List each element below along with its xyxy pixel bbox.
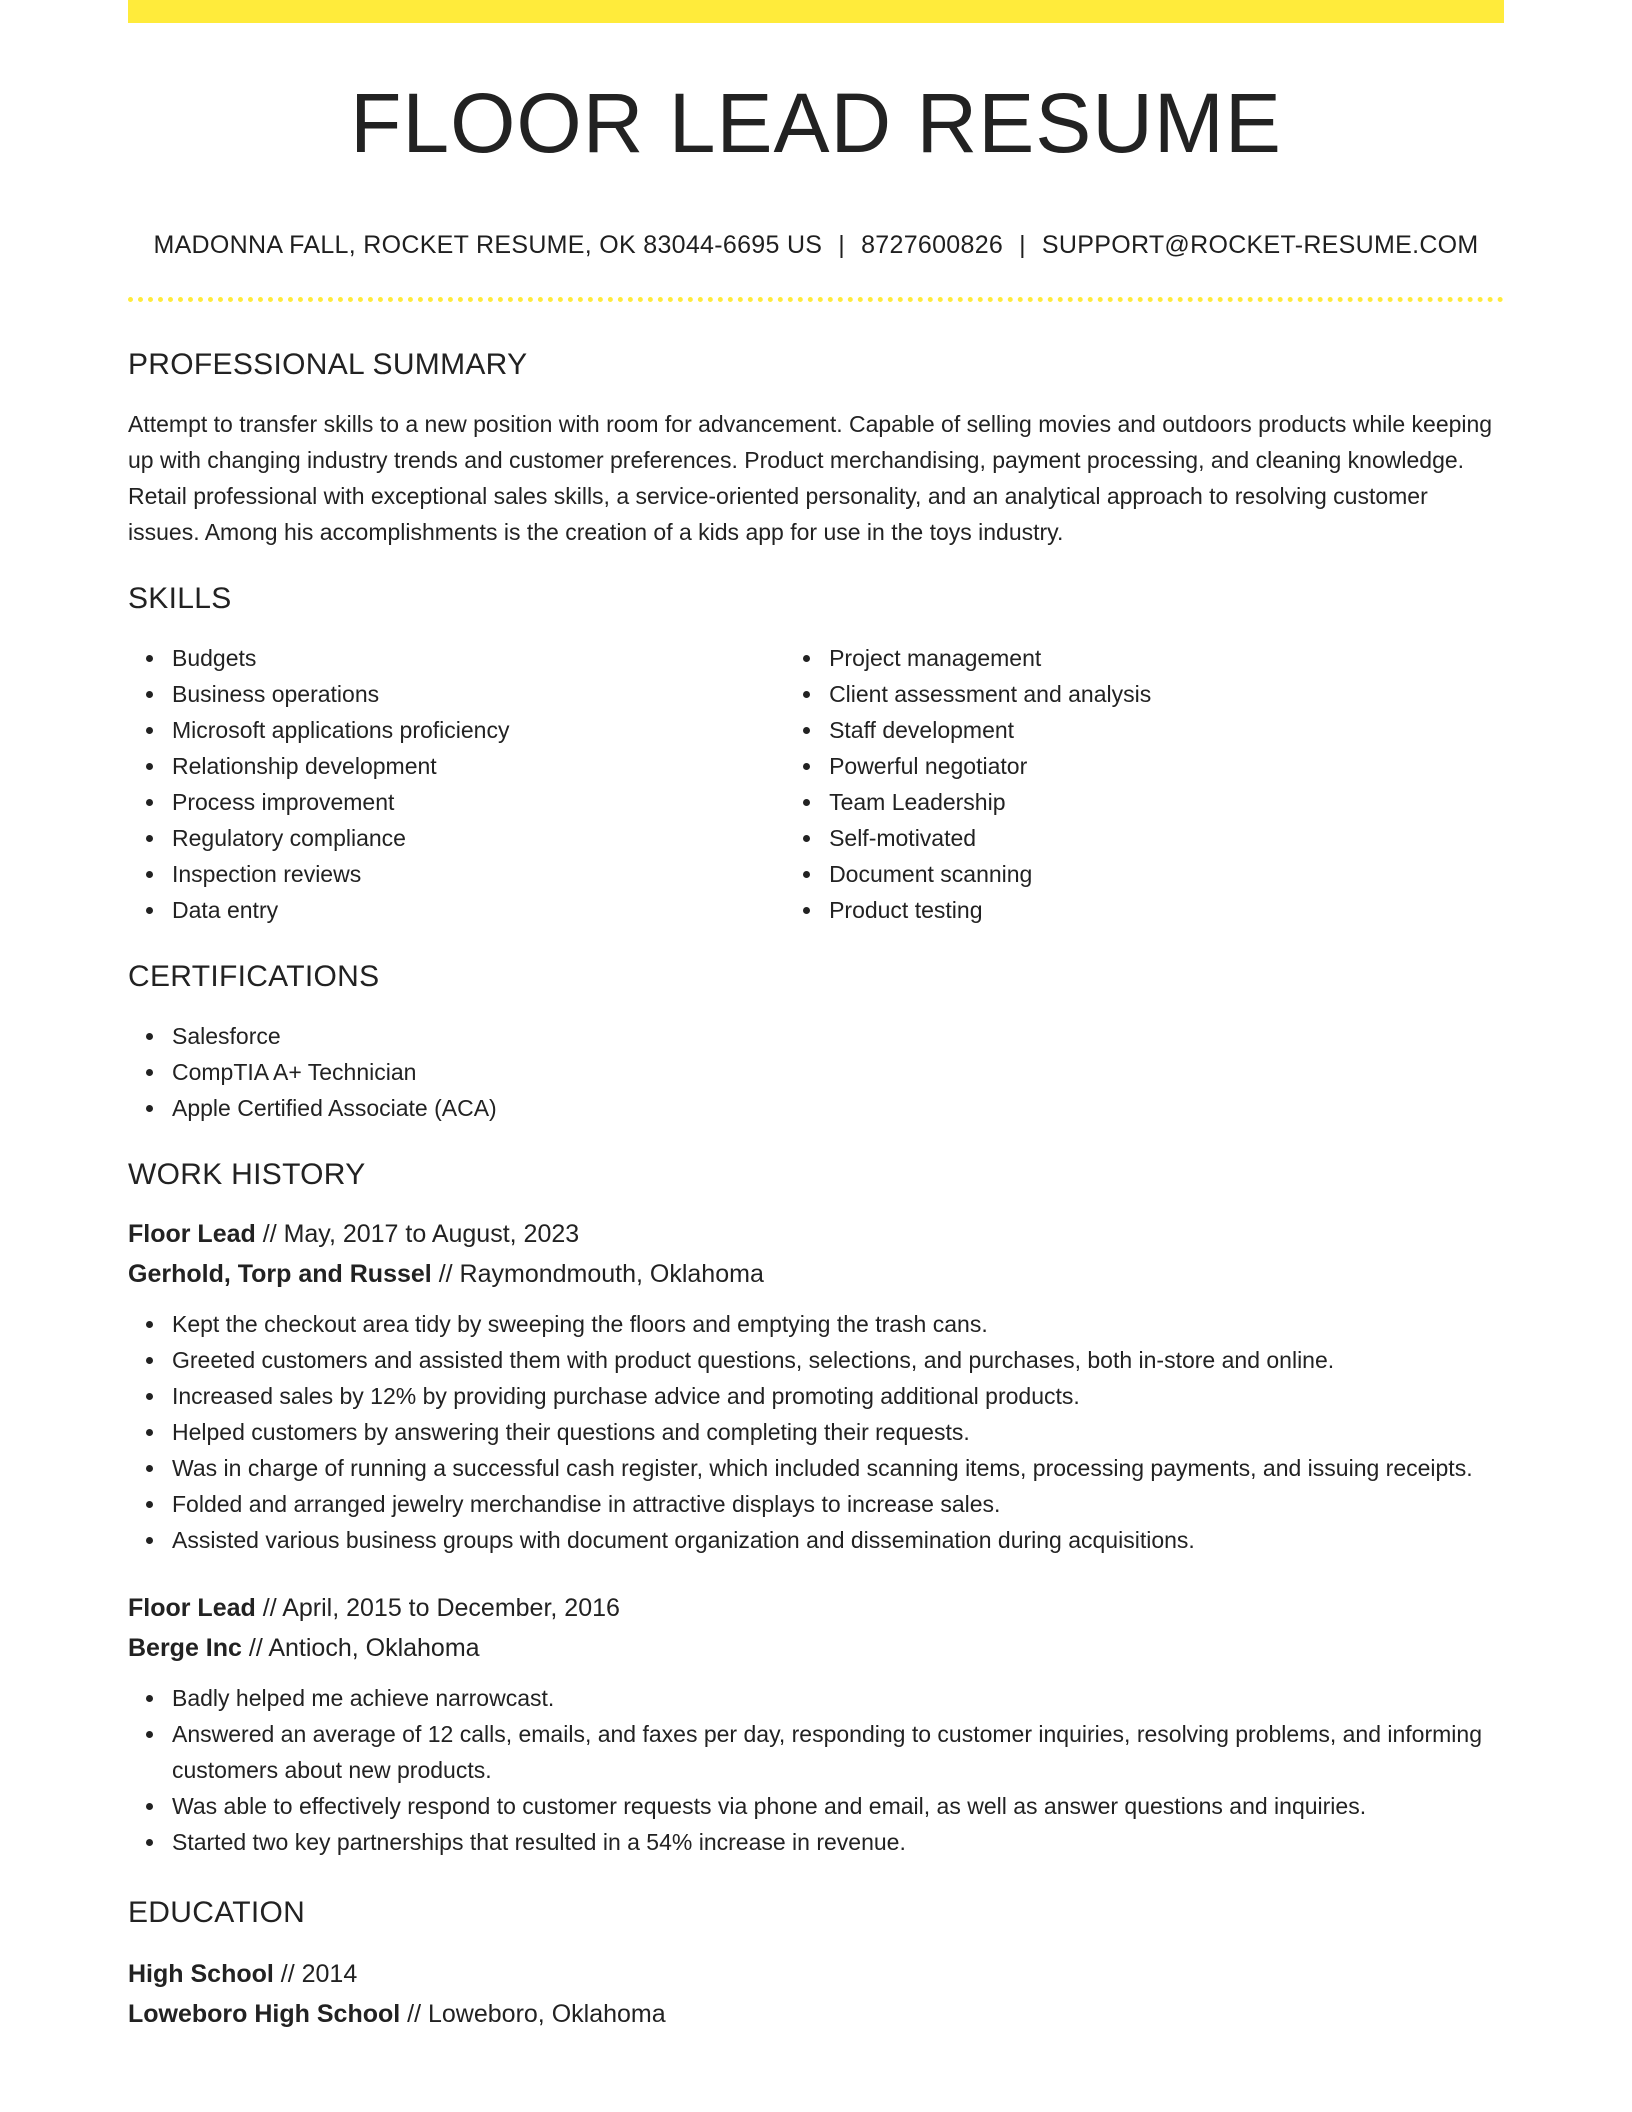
job-bullets: [128, 1306, 1504, 1558]
education-location: // Loweboro, Oklahoma: [400, 2000, 666, 2028]
job-bullet: Folded and arranged jewelry merchandise in attractive displays to increase sales.: [172, 1486, 1504, 1522]
skills-list-right: [785, 640, 1504, 928]
certifications-list: [128, 1018, 1504, 1126]
skills-columns: [128, 640, 1504, 928]
contact-separator: |: [1019, 231, 1026, 259]
job-company-line: [128, 1628, 1504, 1668]
top-accent-bar: [128, 0, 1504, 23]
summary-text: Attempt to transfer skills to a new position with room for advancement. Capable of selling movies and outdoors products while keeping up with changing industry trends and customer preferences. Product merchandising, payment processing, and cleaning knowledge. Retail professional with exceptional sales skills, a service-oriented personality, and an analytical approach to resolving customer issues. Among his accomplishments is the creation of a kids app for use in the toys industry.: [128, 411, 1493, 545]
job-bullet: Kept the checkout area tidy by sweeping the floors and emptying the trash cans.: [172, 1306, 1504, 1342]
job-dates: // April, 2015 to December, 2016: [255, 1594, 620, 1622]
contact-address: MADONNA FALL, ROCKET RESUME, OK 83044-6695 US: [153, 231, 823, 259]
skills-list-left: [128, 640, 785, 928]
education-heading: EDUCATION: [128, 1896, 306, 1929]
job-role: Floor Lead: [128, 1594, 256, 1622]
skill-item: Product testing: [829, 892, 1504, 928]
job-bullet: Answered an average of 12 calls, emails, and faxes per day, responding to customer inquiries, resolving problems, and informing customers about new products.: [172, 1716, 1504, 1788]
job-bullet: Was in charge of running a successful cash register, which included scanning items, processing payments, and issuing receipts.: [172, 1450, 1504, 1486]
certification-item: Salesforce: [172, 1018, 1504, 1054]
certifications-heading: CERTIFICATIONS: [128, 960, 380, 993]
job-bullet: Greeted customers and assisted them with product questions, selections, and purchases, both in-store and online.: [172, 1342, 1504, 1378]
education-school: Loweboro High School: [128, 2000, 401, 2028]
job-bullet: Badly helped me achieve narrowcast.: [172, 1680, 1504, 1716]
job-bullet: Was able to effectively respond to customer requests via phone and email, as well as answer questions and inquiries.: [172, 1788, 1504, 1824]
skill-item: Client assessment and analysis: [829, 676, 1504, 712]
skill-item: Team Leadership: [829, 784, 1504, 820]
skill-item: Process improvement: [172, 784, 785, 820]
skill-item: Powerful negotiator: [829, 748, 1504, 784]
job-company: Gerhold, Torp and Russel: [128, 1260, 432, 1288]
education-school-line: [128, 1994, 1504, 2034]
contact-separator: |: [838, 231, 846, 259]
skills-heading: SKILLS: [128, 582, 232, 615]
certification-item: Apple Certified Associate (ACA): [172, 1090, 1504, 1126]
skill-item: Document scanning: [829, 856, 1504, 892]
skill-item: Budgets: [172, 640, 785, 676]
certification-item: CompTIA A+ Technician: [172, 1054, 1504, 1090]
skill-item: Relationship development: [172, 748, 785, 784]
contact-line: [128, 231, 1504, 260]
skill-item: Business operations: [172, 676, 785, 712]
summary-heading: PROFESSIONAL SUMMARY: [128, 348, 528, 381]
skill-item: Project management: [829, 640, 1504, 676]
job-company: Berge Inc: [128, 1634, 242, 1662]
work-history-heading: WORK HISTORY: [128, 1158, 366, 1191]
job-bullet: Helped customers by answering their questions and completing their requests.: [172, 1414, 1504, 1450]
contact-phone: 8727600826: [861, 231, 1004, 259]
job-bullets: [128, 1680, 1504, 1860]
job-location: // Antioch, Oklahoma: [241, 1634, 480, 1662]
job-role: Floor Lead: [128, 1220, 256, 1248]
education-degree-line: [128, 1954, 1504, 1994]
job-company-line: [128, 1254, 1504, 1294]
job-location: // Raymondmouth, Oklahoma: [431, 1260, 764, 1288]
skill-item: Inspection reviews: [172, 856, 785, 892]
dotted-divider: [128, 297, 1504, 302]
job-bullet: Started two key partnerships that resulted in a 54% increase in revenue.: [172, 1824, 1504, 1860]
job-role-line: [128, 1588, 1504, 1628]
contact-email: SUPPORT@ROCKET-RESUME.COM: [1041, 231, 1479, 259]
job-bullet: Increased sales by 12% by providing purchase advice and promoting additional products.: [172, 1378, 1504, 1414]
job-role-line: [128, 1214, 1504, 1254]
skill-item: Regulatory compliance: [172, 820, 785, 856]
resume-page: [128, 0, 1504, 2034]
skill-item: Staff development: [829, 712, 1504, 748]
skill-item: Microsoft applications proficiency: [172, 712, 785, 748]
skill-item: Data entry: [172, 892, 785, 928]
education-year: // 2014: [273, 1960, 358, 1988]
job-dates: // May, 2017 to August, 2023: [255, 1220, 580, 1248]
skill-item: Self-motivated: [829, 820, 1504, 856]
resume-title: FLOOR LEAD RESUME: [350, 76, 1282, 170]
job-bullet: Assisted various business groups with document organization and dissemination during acquisitions.: [172, 1522, 1504, 1558]
education-degree: High School: [128, 1960, 274, 1988]
